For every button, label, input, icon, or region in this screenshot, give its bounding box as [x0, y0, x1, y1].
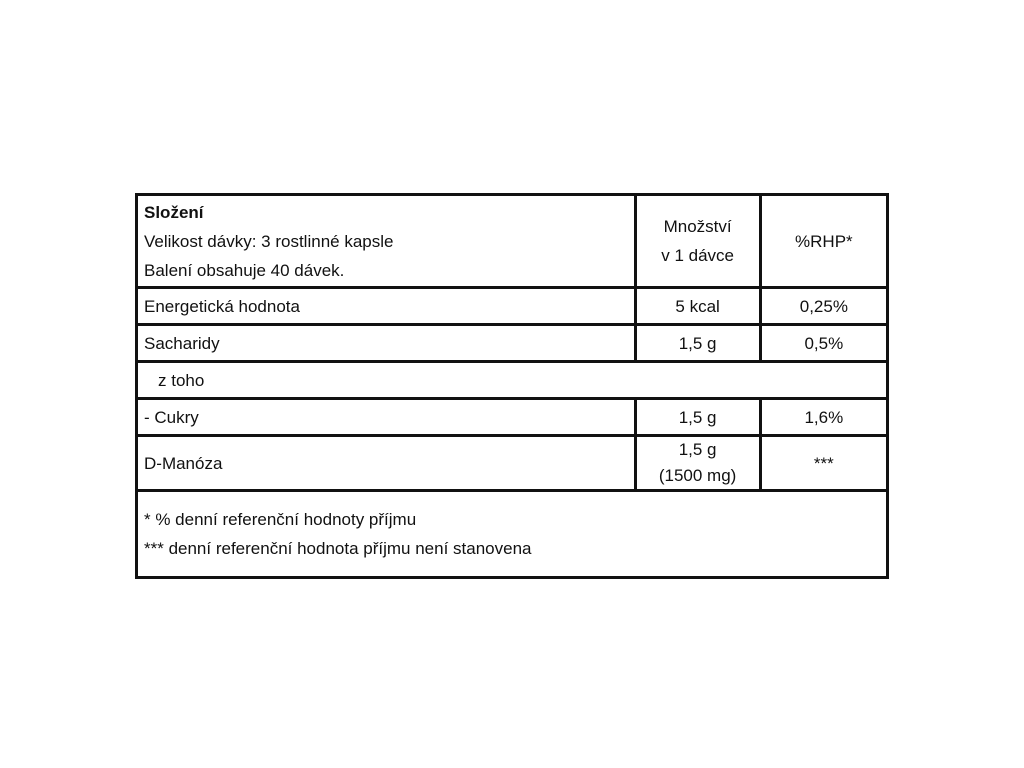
footnotes-cell — [137, 491, 888, 578]
footnote-rhp: * % denní referenční hodnoty příjmu — [144, 510, 417, 529]
nutrient-rhp: 0,5% — [760, 325, 887, 362]
nutrient-name: Energetická hodnota — [137, 288, 636, 325]
nutrient-amount-line1: 1,5 g — [678, 440, 717, 459]
table-row — [137, 436, 888, 491]
footnotes-row — [137, 491, 888, 578]
amount-header-line1: Množství — [663, 217, 732, 236]
nutrient-rhp: *** — [760, 436, 887, 491]
nutrient-rhp: 1,6% — [760, 399, 887, 436]
amount-column-header — [635, 195, 760, 288]
nutrient-name: Sacharidy — [137, 325, 636, 362]
servings-per-package-text: Balení obsahuje 40 dávek. — [144, 260, 345, 280]
nutrition-table — [135, 193, 889, 579]
nutrient-rhp: 0,25% — [760, 288, 887, 325]
nutrient-amount-line2: (1500 mg) — [658, 466, 737, 485]
nutrient-amount: 1,5 g — [635, 325, 760, 362]
table-row — [137, 362, 888, 399]
serving-size-text: Velikost dávky: 3 rostlinné kapsle — [144, 231, 394, 251]
table-row — [137, 399, 888, 436]
subcategory-label: z toho — [137, 362, 888, 399]
table-header-row — [137, 195, 888, 288]
table-row — [137, 325, 888, 362]
nutrient-name: D-Manóza — [137, 436, 636, 491]
nutrient-amount: 1,5 g — [635, 399, 760, 436]
footnote-not-established: *** denní referenční hodnota příjmu není stanovena — [144, 539, 532, 558]
table-row — [137, 288, 888, 325]
composition-header-cell — [137, 195, 636, 288]
rhp-column-header: %RHP* — [760, 195, 887, 288]
nutrient-name: - Cukry — [137, 399, 636, 436]
amount-header-line2: v 1 dávce — [661, 246, 734, 265]
nutrient-amount — [635, 436, 760, 491]
composition-title: Složení — [144, 202, 204, 222]
nutrient-amount: 5 kcal — [635, 288, 760, 325]
